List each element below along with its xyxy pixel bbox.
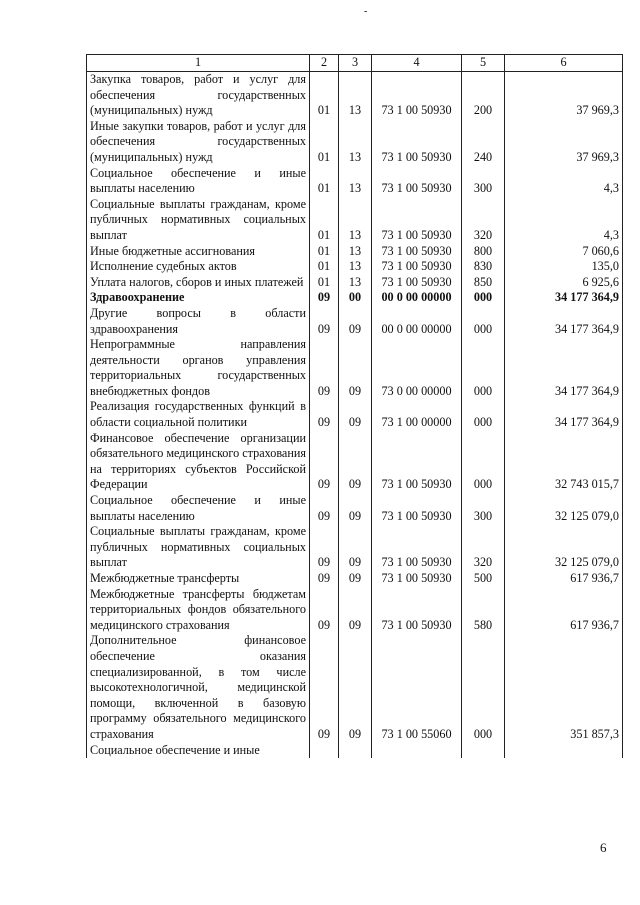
cell-expense-type [462,743,505,759]
cell-amount: 4,3 [505,166,623,197]
cell-amount: 34 177 364,9 [505,306,623,337]
cell-section: 01 [310,119,339,166]
cell-expense-type: 850 [462,275,505,291]
cell-name: Межбюджетные трансферты [87,571,310,587]
cell-subsection [339,743,372,759]
cell-expense-type: 200 [462,72,505,119]
cell-expense-type: 800 [462,244,505,260]
cell-target-article: 73 1 00 50930 [372,431,462,493]
cell-subsection: 09 [339,493,372,524]
table-row [87,337,623,399]
cell-expense-type: 300 [462,166,505,197]
cell-section: 01 [310,166,339,197]
cell-subsection: 09 [339,524,372,571]
cell-amount: 617 936,7 [505,571,623,587]
cell-section: 09 [310,337,339,399]
cell-section: 01 [310,197,339,244]
cell-expense-type: 000 [462,337,505,399]
cell-subsection: 09 [339,587,372,634]
cell-target-article: 73 0 00 00000 [372,337,462,399]
cell-amount: 6 925,6 [505,275,623,291]
cell-target-article: 73 1 00 50930 [372,275,462,291]
cell-target-article: 73 1 00 50930 [372,72,462,119]
cell-name: Социальные выплаты гражданам, кроме публичных нормативных социальных выплат [87,197,310,244]
cell-amount: 34 177 364,9 [505,290,623,306]
cell-subsection: 09 [339,571,372,587]
cell-name: Межбюджетные трансферты бюджетам территориальных фондов обязательного медицинского страхования [87,587,310,634]
cell-name: Другие вопросы в области здравоохранения [87,306,310,337]
cell-name: Финансовое обеспечение организации обязательного медицинского страхования на территориях субъектов Российской Федерации [87,431,310,493]
cell-target-article [372,743,462,759]
cell-target-article: 73 1 00 50930 [372,524,462,571]
cell-amount: 4,3 [505,197,623,244]
cell-section: 01 [310,275,339,291]
col-header-5: 5 [462,55,505,72]
cell-target-article: 73 1 00 50930 [372,244,462,260]
cell-subsection: 13 [339,275,372,291]
cell-expense-type: 000 [462,399,505,430]
cell-section [310,743,339,759]
cell-name: Уплата налогов, сборов и иных платежей [87,275,310,291]
cell-amount: 617 936,7 [505,587,623,634]
col-header-1: 1 [87,55,310,72]
cell-target-article: 73 1 00 50930 [372,493,462,524]
table-row [87,166,623,197]
cell-amount: 32 743 015,7 [505,431,623,493]
cell-subsection: 13 [339,119,372,166]
cell-subsection: 09 [339,306,372,337]
table-row [87,431,623,493]
cell-expense-type: 580 [462,587,505,634]
header-row [87,55,623,72]
cell-name: Иные закупки товаров, работ и услуг для обеспечения государственных (муниципальных) нужд [87,119,310,166]
table-row [87,244,623,260]
cell-name: Исполнение судебных актов [87,259,310,275]
cell-target-article: 73 1 00 50930 [372,119,462,166]
page-number: 6 [600,840,607,855]
cell-amount: 351 857,3 [505,633,623,742]
cell-expense-type: 000 [462,431,505,493]
cell-name: Социальное обеспечение и иные [87,743,310,759]
cell-amount: 32 125 079,0 [505,493,623,524]
table-row [87,399,623,430]
cell-subsection: 09 [339,431,372,493]
cell-target-article: 73 1 00 50930 [372,571,462,587]
cell-amount: 37 969,3 [505,119,623,166]
table-row [87,493,623,524]
table-row [87,587,623,634]
col-header-6: 6 [505,55,623,72]
cell-amount: 37 969,3 [505,72,623,119]
cell-section: 09 [310,633,339,742]
cell-expense-type: 000 [462,306,505,337]
table-row [87,119,623,166]
cell-target-article: 73 1 00 50930 [372,197,462,244]
cell-section: 09 [310,571,339,587]
cell-section: 09 [310,431,339,493]
cell-amount: 32 125 079,0 [505,524,623,571]
table-row [87,524,623,571]
table-row [87,197,623,244]
col-header-3: 3 [339,55,372,72]
table-row [87,275,623,291]
cell-expense-type: 000 [462,633,505,742]
cell-section: 09 [310,399,339,430]
cell-amount: 34 177 364,9 [505,399,623,430]
cell-target-article: 00 0 00 00000 [372,290,462,306]
cell-subsection: 09 [339,633,372,742]
cell-subsection: 13 [339,72,372,119]
cell-subsection: 13 [339,166,372,197]
cell-name: Закупка товаров, работ и услуг для обеспечения государственных (муниципальных) нужд [87,72,310,119]
table-row [87,259,623,275]
cell-target-article: 73 1 00 50930 [372,259,462,275]
table-row [87,633,623,742]
cell-section: 09 [310,587,339,634]
cell-amount: 135,0 [505,259,623,275]
cell-expense-type: 500 [462,571,505,587]
cell-section: 09 [310,290,339,306]
cell-section: 01 [310,72,339,119]
cell-name: Иные бюджетные ассигнования [87,244,310,260]
cell-expense-type: 320 [462,524,505,571]
cell-expense-type: 000 [462,290,505,306]
col-header-2: 2 [310,55,339,72]
cell-target-article: 73 1 00 00000 [372,399,462,430]
table-row [87,743,623,759]
cell-name: Реализация государственных функций в области социальной политики [87,399,310,430]
cell-section: 09 [310,306,339,337]
cell-amount: 34 177 364,9 [505,337,623,399]
table-body [87,72,623,759]
cell-section: 09 [310,524,339,571]
cell-section: 01 [310,259,339,275]
cell-expense-type: 240 [462,119,505,166]
cell-name: Социальное обеспечение и иные выплаты населению [87,493,310,524]
cell-subsection: 00 [339,290,372,306]
cell-name: Непрограммные направления деятельности органов управления территориальных государственных внебюджетных фондов [87,337,310,399]
cell-target-article: 00 0 00 00000 [372,306,462,337]
cell-expense-type: 830 [462,259,505,275]
cell-subsection: 09 [339,337,372,399]
cell-subsection: 13 [339,259,372,275]
budget-table [86,54,623,758]
cell-subsection: 13 [339,244,372,260]
cell-amount: 7 060,6 [505,244,623,260]
cell-target-article: 73 1 00 50930 [372,166,462,197]
cell-subsection: 13 [339,197,372,244]
cell-amount [505,743,623,759]
cell-expense-type: 300 [462,493,505,524]
cell-name: Здравоохранение [87,290,310,306]
col-header-4: 4 [372,55,462,72]
table-row [87,306,623,337]
cell-target-article: 73 1 00 55060 [372,633,462,742]
cell-target-article: 73 1 00 50930 [372,587,462,634]
table-row [87,72,623,119]
cell-name: Дополнительное финансовое обеспечение оказания специализированной, в том числе высокотехнологичной, медицинской помощи, включенной в базовую программу обязательного медицинского страхования [87,633,310,742]
cell-section: 09 [310,493,339,524]
cell-section: 01 [310,244,339,260]
cell-subsection: 09 [339,399,372,430]
top-mark: - [364,6,368,17]
table-row [87,571,623,587]
cell-name: Социальное обеспечение и иные выплаты населению [87,166,310,197]
table-row [87,290,623,306]
cell-expense-type: 320 [462,197,505,244]
cell-name: Социальные выплаты гражданам, кроме публичных нормативных социальных выплат [87,524,310,571]
